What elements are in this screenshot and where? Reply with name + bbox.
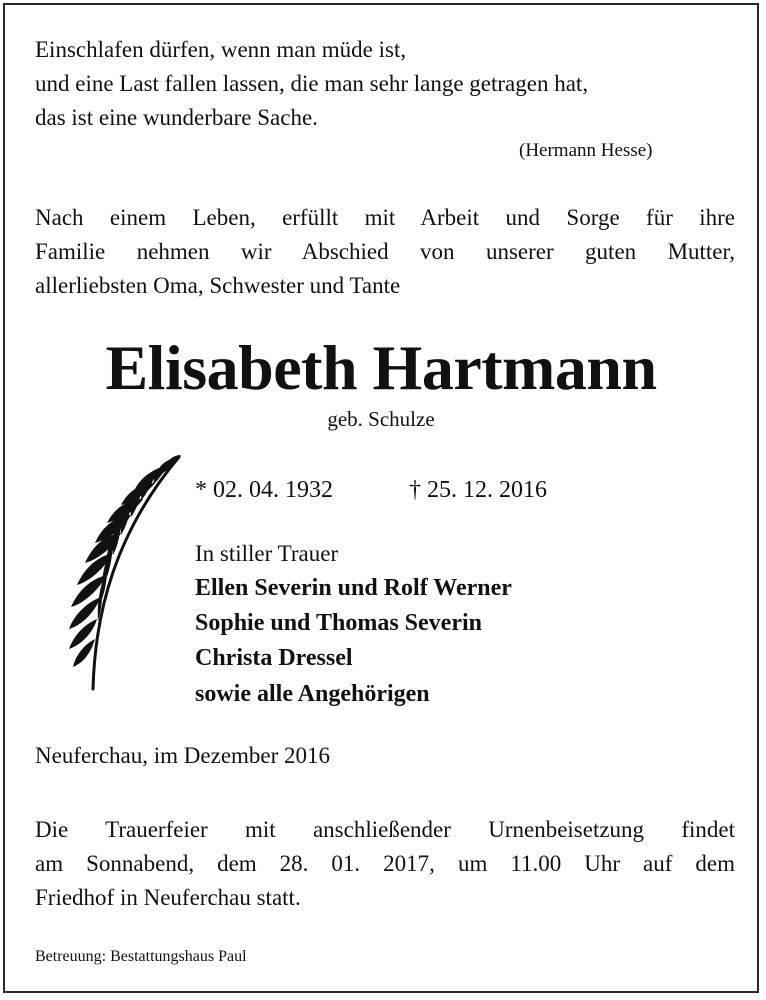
mourning-heading: In stiller Trauer [195, 541, 339, 566]
place-date: Neuferchau, im Dezember 2016 [35, 743, 331, 768]
intro-line-2: Familie nehmen wir Abschied von unserer guten Mutter, [35, 239, 735, 264]
quote-line-3: das ist eine wunderbare Sache. [35, 105, 318, 130]
quote-line-2: und eine Last fallen lassen, die man sehr lange getragen hat, [35, 71, 589, 96]
mourner-name: Ellen Severin und Rolf Werner [195, 575, 512, 601]
service-line-3: Friedhof in Neuferchau statt. [35, 885, 301, 910]
service-line-2: am Sonnabend, dem 28. 01. 2017, um 11.00 Uhr auf dem [35, 851, 735, 876]
palm-frond-icon [55, 453, 185, 693]
deceased-name: Elisabeth Hartmann [105, 332, 657, 403]
birth-name: geb. Schulze [327, 407, 435, 431]
death-date: † 25. 12. 2016 [409, 477, 547, 503]
intro-line-1: Nach einem Leben, erfüllt mit Arbeit und Sorge für ihre [35, 205, 735, 230]
funeral-home-note: Betreuung: Bestattungshaus Paul [35, 948, 247, 965]
mourner-name: Sophie und Thomas Severin [195, 610, 482, 636]
quote-line-1: Einschlafen dürfen, wenn man müde ist, [35, 37, 407, 62]
mourner-name: Christa Dressel [195, 645, 353, 671]
quote-author: (Hermann Hesse) [519, 140, 653, 161]
intro-line-3: allerliebsten Oma, Schwester und Tante [35, 273, 401, 298]
service-line-1: Die Trauerfeier mit anschließender Urnenbeisetzung findet [35, 817, 735, 842]
mourner-name: sowie alle Angehörigen [195, 681, 430, 707]
obituary-notice [3, 3, 759, 993]
birth-date: * 02. 04. 1932 [195, 477, 333, 503]
